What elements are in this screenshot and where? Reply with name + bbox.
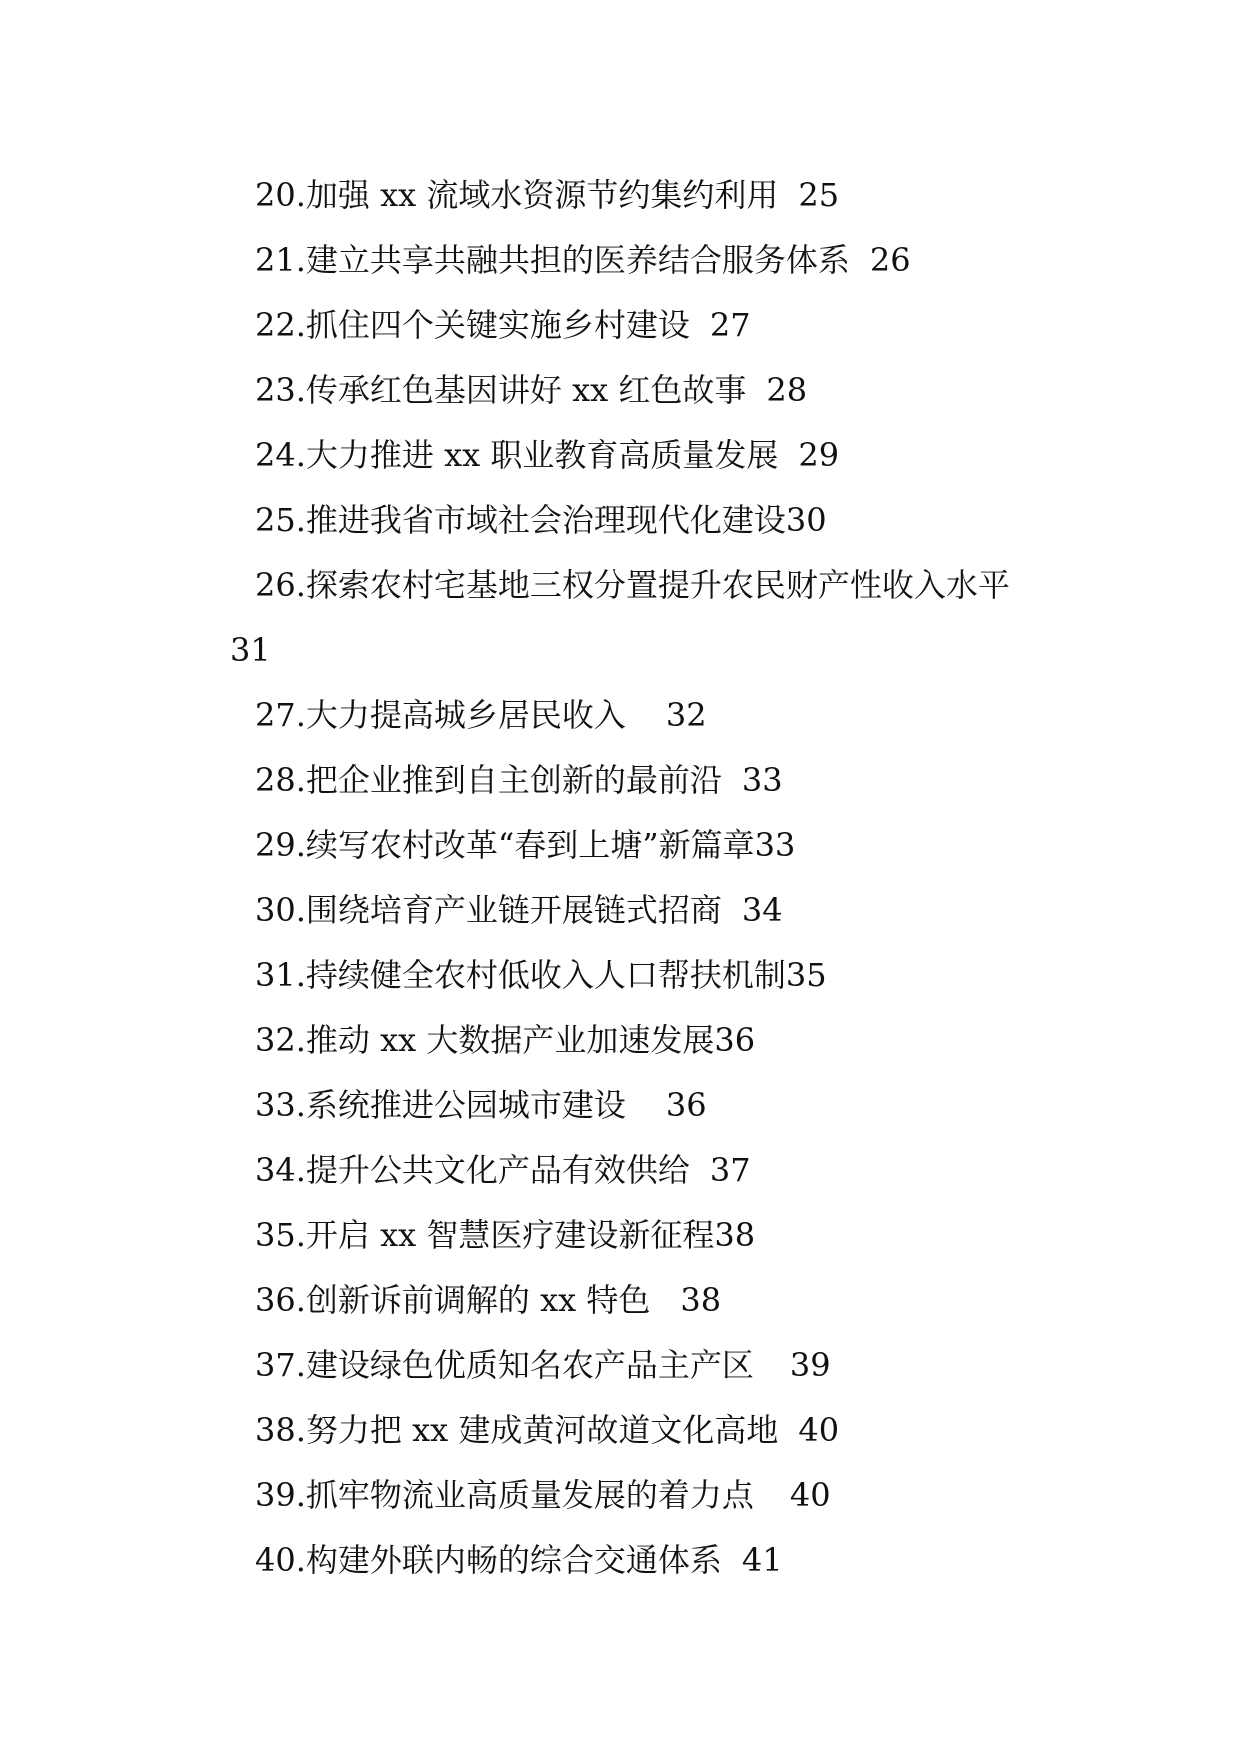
toc-entry [255,305,751,345]
toc-entry [255,825,795,865]
toc-entry-title: 34.提升公共文化产品有效供给 [255,1151,690,1189]
toc-entry-title: 25.推进我省市域社会治理现代化建设 [255,501,786,539]
toc-entry-page: 38 [714,1216,756,1254]
toc-entry-page: 28 [766,371,808,409]
toc-entry-page: 40 [798,1411,840,1449]
toc-entry-page: 39 [789,1346,831,1384]
toc-entry-title: 23.传承红色基因讲好 xx 红色故事 [255,371,747,409]
toc-entry-title: 30.围绕培育产业链开展链式招商 [255,891,722,929]
toc-entry [255,1150,751,1190]
toc-entry-page: 27 [709,306,751,344]
toc-entry [255,1085,707,1125]
toc-entry [255,890,783,930]
toc-entry [255,1540,783,1580]
toc-entry-title: 29.续写农村改革“春到上塘”新篇章 [255,826,755,864]
toc-entry [255,500,827,540]
toc-entry-page: 26 [869,241,911,279]
toc-entry-page: 31 [230,631,271,669]
toc-entry [255,1475,831,1515]
toc-entry-page: 33 [741,761,783,799]
toc-entry-page: 36 [714,1021,756,1059]
toc-entry [255,370,807,410]
toc-entry [255,240,911,280]
toc-entry [255,1280,721,1320]
toc-entry-page: 41 [741,1541,783,1579]
toc-entry [255,1215,755,1255]
toc-entry [255,435,839,475]
toc-entry [255,1410,839,1450]
toc-entry-page: 25 [798,176,840,214]
toc-entry [255,955,827,995]
toc-entry-page: 36 [665,1086,707,1124]
toc-entry [255,565,1010,605]
toc-entry-title: 37.建设绿色优质知名农产品主产区 [255,1346,754,1384]
toc-entry-page: 34 [741,891,783,929]
toc-entry [255,760,783,800]
toc-entry-title: 22.抓住四个关键实施乡村建设 [255,306,690,344]
toc-entry-title: 39.抓牢物流业高质量发展的着力点 [255,1476,754,1514]
toc-entry-title: 32.推动 xx 大数据产业加速发展 [255,1021,715,1059]
toc-entry-page: 38 [680,1281,722,1319]
toc-entry-title: 36.创新诉前调解的 xx 特色 [255,1281,651,1319]
toc-entry-page: 35 [785,956,827,994]
toc-entry-title: 20.加强 xx 流域水资源节约集约利用 [255,176,779,214]
toc-entry-title: 35.开启 xx 智慧医疗建设新征程 [255,1216,715,1254]
toc-entry-page: 33 [754,826,796,864]
toc-entry-page: 37 [709,1151,751,1189]
toc-entry-title: 27.大力提高城乡居民收入 [255,696,626,734]
toc-entry-title: 26.探索农村宅基地三权分置提升农民财产性收入水平 [255,566,1010,604]
toc-entry [255,695,707,735]
toc-entry-page: 30 [785,501,827,539]
toc-entry [255,1020,755,1060]
toc-entry-title: 40.构建外联内畅的综合交通体系 [255,1541,722,1579]
toc-entry-title: 28.把企业推到自主创新的最前沿 [255,761,722,799]
toc-entry-title: 31.持续健全农村低收入人口帮扶机制 [255,956,786,994]
toc-entry-page: 32 [665,696,707,734]
toc-entry-title: 33.系统推进公园城市建设 [255,1086,626,1124]
toc-entry-page: 40 [789,1476,831,1514]
toc-entry-title: 38.努力把 xx 建成黄河故道文化高地 [255,1411,779,1449]
toc-entry-page: 29 [798,436,840,474]
toc-entry [255,175,839,215]
toc-entry-title: 21.建立共享共融共担的医养结合服务体系 [255,241,850,279]
toc-entry [255,1345,831,1385]
toc-entry-title: 24.大力推进 xx 职业教育高质量发展 [255,436,779,474]
